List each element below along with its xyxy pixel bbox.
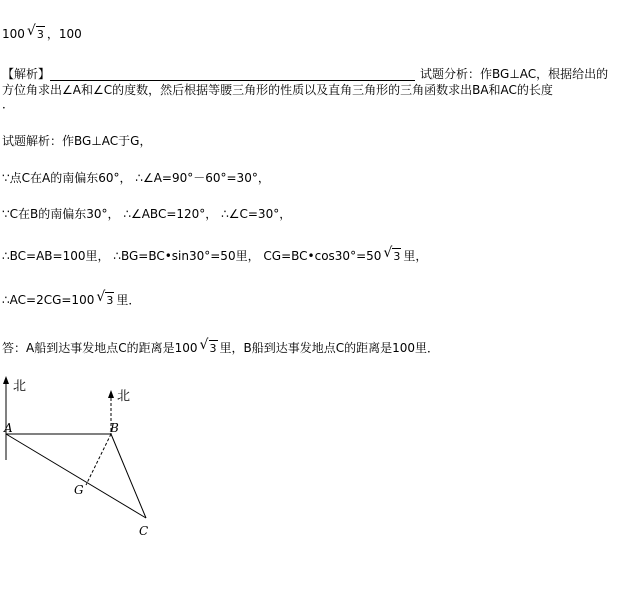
step-3-unit: 里， bbox=[403, 249, 428, 263]
final-answer-rest: 里，B船到达事发地点C的距离是100里． bbox=[219, 341, 440, 355]
solution-step-2: ∵C在B的南偏东30°， ∴∠ABC=120°， ∴∠C=30°， bbox=[2, 207, 292, 221]
north-arrow-a-icon bbox=[3, 376, 9, 384]
step-4-unit: 里． bbox=[116, 293, 141, 307]
sqrt-symbol: √ 3 bbox=[383, 245, 401, 263]
analysis-heading: 【解析】 bbox=[2, 67, 51, 81]
point-label-a: A bbox=[4, 421, 13, 435]
segment-bc bbox=[111, 434, 146, 518]
solution-step-4 bbox=[2, 289, 141, 309]
step-4-text: ∴AC=2CG=100 bbox=[2, 293, 95, 307]
final-answer-radicand: 3 bbox=[209, 342, 217, 355]
geometry-diagram bbox=[0, 372, 200, 547]
step-3-text: ∴BC=AB=100里， ∴BG=BC•sin30°=50里， CG=BC•cos30°=50 bbox=[2, 249, 382, 263]
point-label-c: C bbox=[139, 524, 149, 538]
segment-ac bbox=[6, 434, 146, 518]
step-4-radicand: 3 bbox=[106, 294, 114, 307]
blank-underline bbox=[50, 80, 415, 81]
solution-intro: 试题解析：作BG⊥AC于G， bbox=[2, 134, 152, 148]
point-label-b: B bbox=[110, 421, 119, 435]
answer-line bbox=[2, 23, 82, 43]
north-label-a: 北 bbox=[13, 379, 27, 394]
point-label-g: G bbox=[74, 483, 84, 497]
sqrt-symbol: √ 3 bbox=[26, 23, 44, 41]
north-arrow-b-icon bbox=[108, 390, 114, 398]
analysis-text: 方位角求出∠A和∠C的度数，然后根据等腰三角形的性质以及直角三角形的三角函数求出BA和AC的长度 bbox=[2, 83, 553, 97]
solution-step-1: ∵点C在A的南偏东60°， ∴∠A=90°－60°=30°， bbox=[2, 171, 270, 185]
step-3-radicand: 3 bbox=[393, 250, 401, 263]
answer-coefficient: 100 bbox=[2, 27, 25, 41]
answer-rest: ，100 bbox=[46, 27, 82, 41]
final-answer bbox=[2, 337, 440, 357]
answer-radicand: 3 bbox=[36, 28, 44, 41]
sqrt-symbol: √ 3 bbox=[199, 337, 217, 355]
north-label-b: 北 bbox=[117, 389, 131, 404]
solution-step-3 bbox=[2, 245, 428, 265]
analysis-intro: 试题分析：作BG⊥AC，根据给出的 bbox=[420, 67, 609, 81]
final-answer-text: 答：A船到达事发地点C的距离是100 bbox=[2, 341, 198, 355]
analysis-text-end: ． bbox=[2, 97, 15, 111]
sqrt-symbol: √ 3 bbox=[96, 289, 114, 307]
segment-bg bbox=[86, 434, 111, 485]
